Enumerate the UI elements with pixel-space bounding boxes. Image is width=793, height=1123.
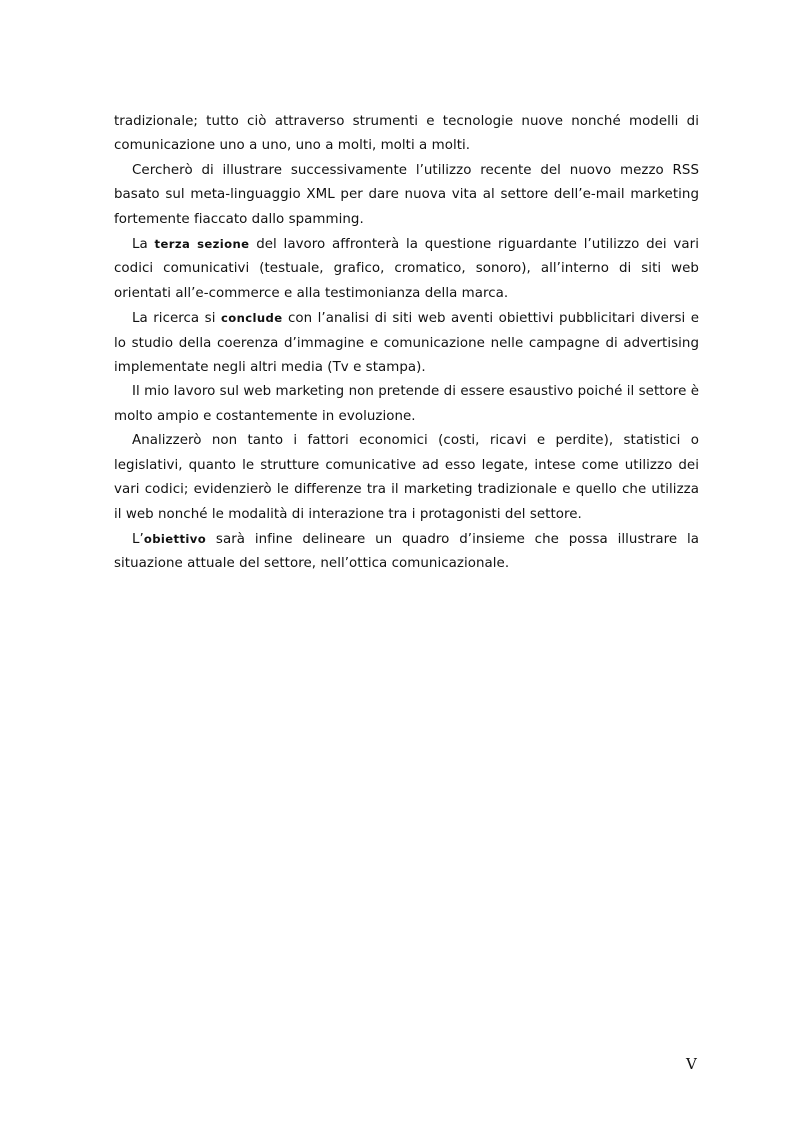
paragraph-1 bbox=[114, 110, 699, 159]
document-body bbox=[114, 110, 699, 577]
paragraph-text: Analizzerò non tanto i fattori economici (costi, ricavi e perdite), statistici o legislativi, quanto le strutture comunicative ad esso legate, intese come utilizzo dei vari codici; evidenzierò le differenze tra il marketing tradizionale e quello che utilizza il web nonché le modalità di interazione tra i protagonisti del settore. bbox=[114, 433, 699, 522]
paragraph-text: Il mio lavoro sul web marketing non pretende di essere esaustivo poiché il settore è molto ampio e costantemente in evoluzione. bbox=[114, 384, 699, 424]
emphasis-conclude: conclude bbox=[220, 311, 283, 326]
paragraph-text: con l’analisi di siti web aventi obiettivi pubblicitari diversi e lo studio della coerenza d’immagine e comunicazione nelle campagne di advertising implementate negli altri media (Tv e stampa). bbox=[114, 311, 700, 376]
paragraph-text: L’ bbox=[132, 531, 144, 547]
paragraph-text: tradizionale; tutto ciò attraverso strumenti e tecnologie nuove nonché modelli di comunicazione uno a uno, uno a molti, molti a molti. bbox=[114, 114, 699, 154]
paragraph-2 bbox=[114, 159, 699, 232]
page-number: V bbox=[686, 1055, 697, 1073]
paragraph-text: Cercherò di illustrare successivamente l’utilizzo recente del nuovo mezzo RSS basato sul meta-linguaggio XML per dare nuova vita al settore dell’e-mail marketing fortemente fiaccato dallo spamming. bbox=[114, 162, 699, 227]
paragraph-4 bbox=[114, 306, 699, 380]
emphasis-terza-sezione: terza sezione bbox=[154, 237, 250, 252]
paragraph-6 bbox=[114, 429, 699, 527]
paragraph-text: del lavoro affronterà la questione riguardante l’utilizzo dei vari codici comunicativi (testuale, grafico, cromatico, sonoro), all’interno di siti web orientati all’e-commerce e alla testimonianza della marca. bbox=[114, 237, 699, 301]
paragraph-5 bbox=[114, 380, 699, 429]
paragraph-text: sarà infine delineare un quadro d’insieme che possa illustrare la situazione attuale del settore, nell’ottica comunicazionale. bbox=[114, 531, 699, 572]
paragraph-7 bbox=[114, 527, 699, 577]
paragraph-text: La bbox=[132, 237, 155, 253]
paragraph-3 bbox=[114, 232, 699, 306]
paragraph-text: La ricerca si bbox=[132, 311, 221, 327]
emphasis-obiettivo: obiettivo bbox=[143, 531, 207, 546]
